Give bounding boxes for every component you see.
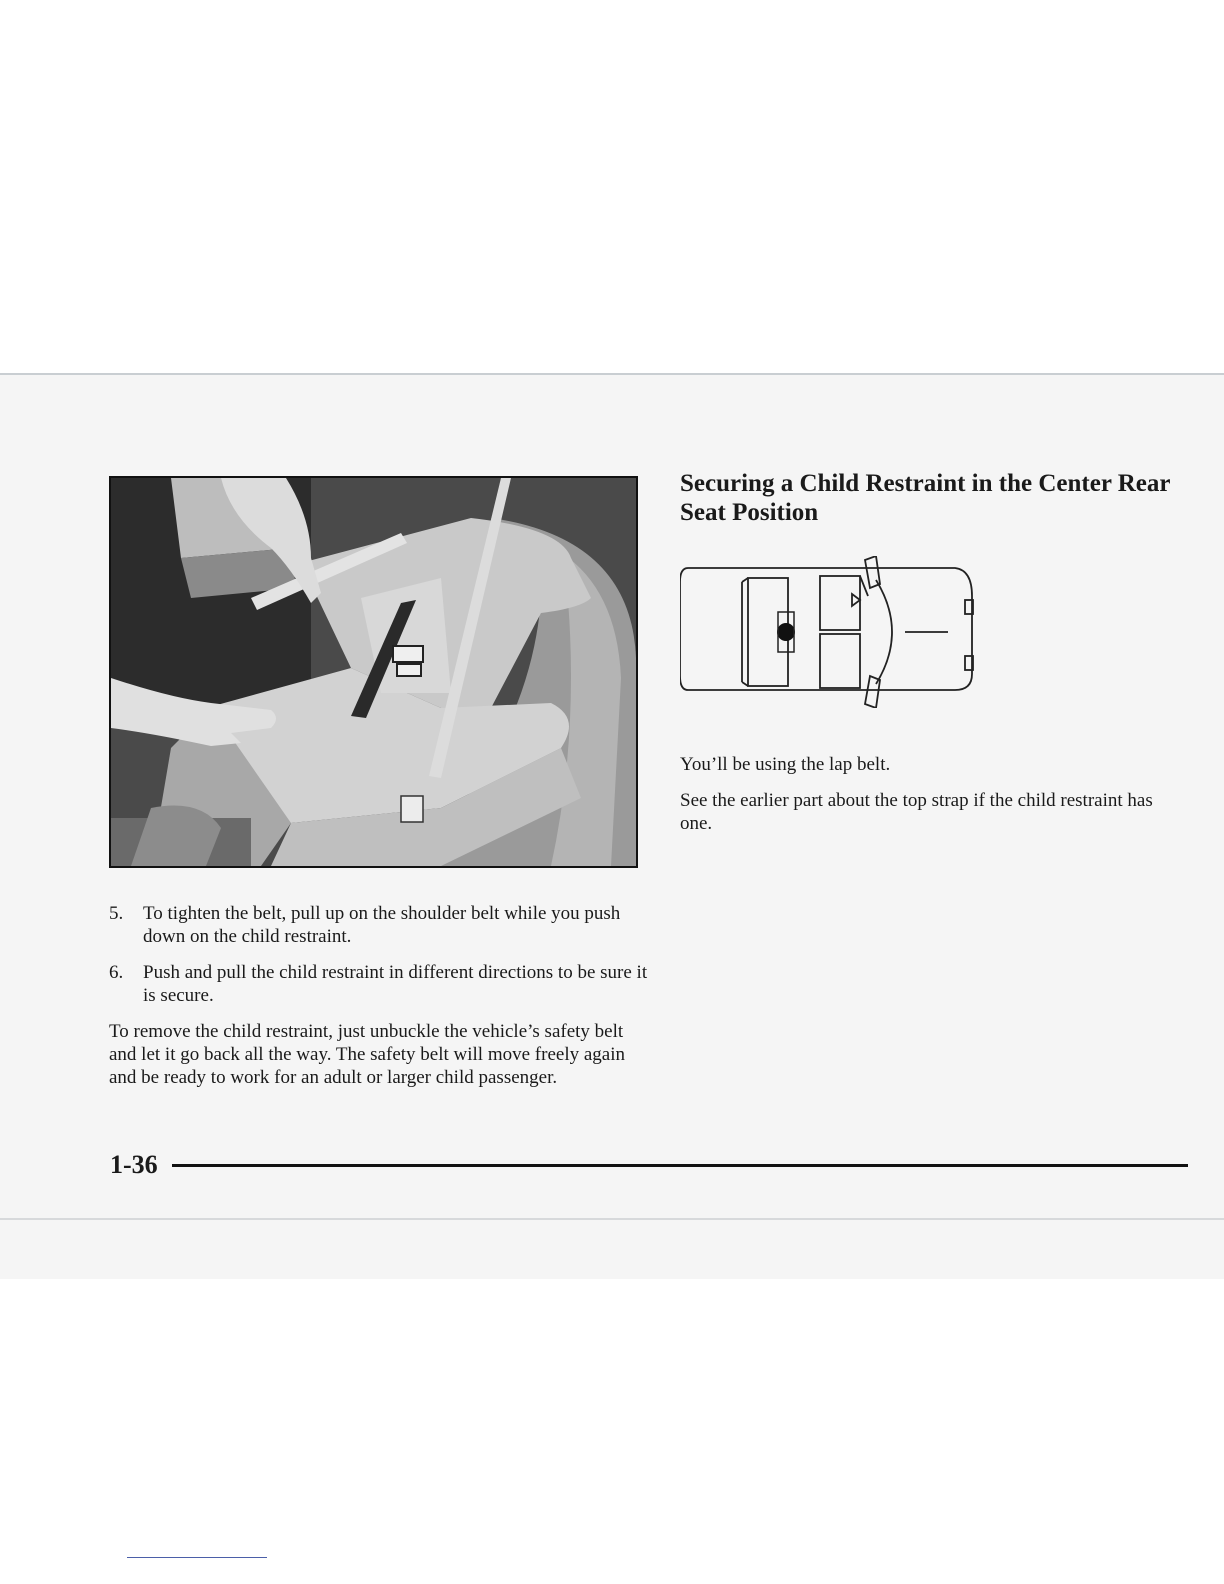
step-text: Push and pull the child restraint in different directions to be sure it is secure. bbox=[143, 962, 648, 1006]
step-text: To tighten the belt, pull up on the shoulder belt while you push down on the child restraint. bbox=[143, 903, 621, 947]
bottom-underline bbox=[127, 1557, 267, 1558]
step-item bbox=[109, 902, 649, 948]
child-restraint-photo bbox=[109, 476, 638, 868]
right-paragraph-2: See the earlier part about the top strap if the child restraint has one. bbox=[680, 790, 1153, 834]
child-restraint-photo-illustration bbox=[111, 478, 636, 866]
vehicle-diagram bbox=[680, 556, 980, 713]
page-number: 1-36 bbox=[110, 1150, 158, 1179]
page-edge-line bbox=[0, 1218, 1224, 1220]
section-title: Securing a Child Restraint in the Center Rear Seat Position bbox=[680, 470, 1171, 526]
removal-paragraph: To remove the child restraint, just unbuckle the vehicle’s safety belt and let it go back all the way. The safety belt will move freely again and be ready to work for an adult or larger child passenger. bbox=[109, 1021, 625, 1088]
vehicle-top-view-center-seat-icon bbox=[680, 556, 980, 708]
right-paragraph-1: You’ll be using the lap belt. bbox=[680, 754, 891, 775]
footer-rule bbox=[172, 1164, 1188, 1167]
step-number: 6. bbox=[109, 962, 124, 983]
step-item bbox=[109, 961, 649, 1007]
step-number: 5. bbox=[109, 903, 124, 924]
